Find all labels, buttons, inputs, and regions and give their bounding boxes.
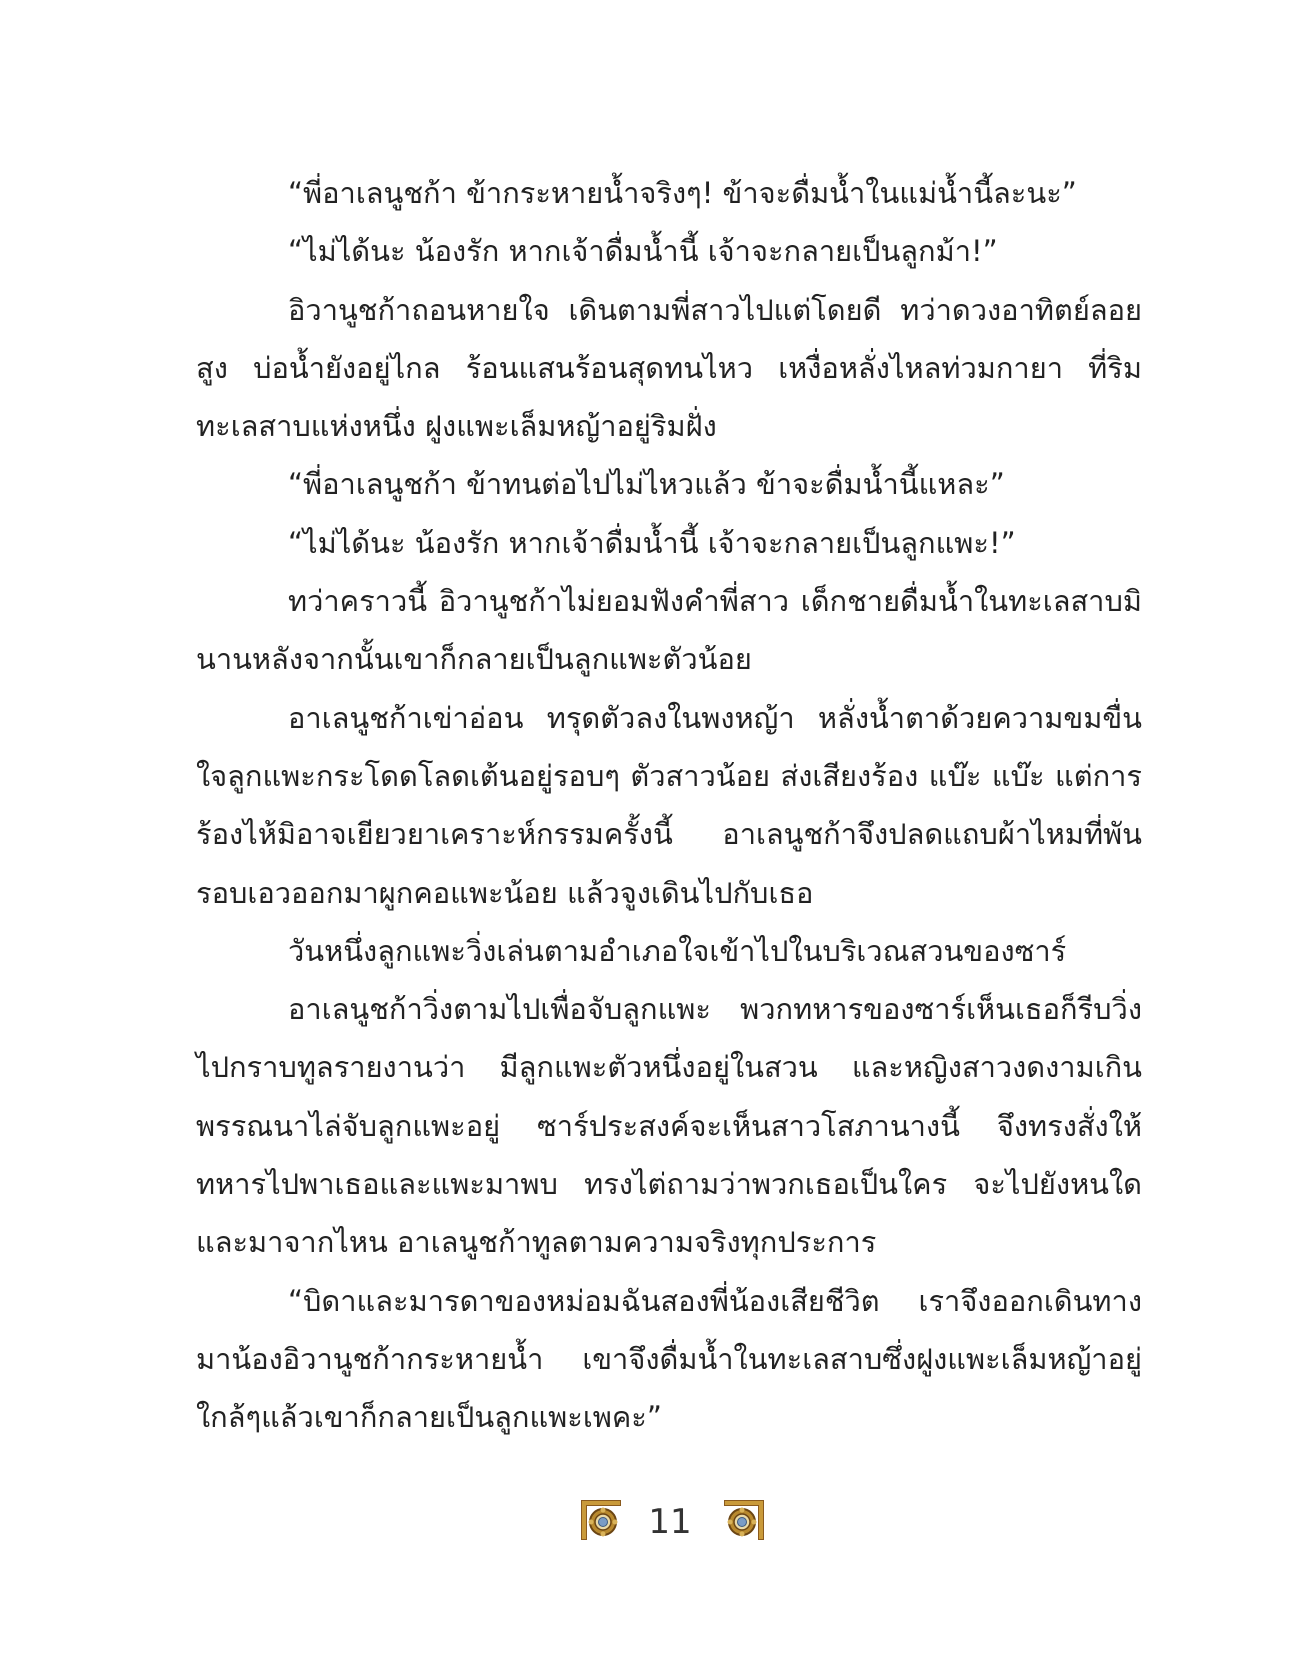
paragraph: อิวานูชก้าถอนหายใจ เดินตามพี่สาวไปแต่โดยดี ทว่าดวงอาทิตย์ลอยสูง บ่อน้ำยังอยู่ไกล ร้อนแสนร้อนสุดทนไหว เหงื่อหลั่งไหลท่วมกายา ที่ริมทะเลสาบแห่งหนึ่ง ฝูงแพะเล็มหญ้าอยู่ริมฝั่ง <box>196 292 1142 444</box>
paragraph: “พี่อาเลนูชก้า ข้ากระหายน้ำจริงๆ! ข้าจะดื่มน้ำในแม่น้ำนี้ละนะ” <box>288 176 1077 210</box>
page-number: 11 <box>648 1502 692 1542</box>
paragraph: “ไม่ได้นะ น้องรัก หากเจ้าดื่มน้ำนี้ เจ้าจะกลายเป็นลูกม้า!” <box>288 234 998 269</box>
paragraph: อาเลนูชก้าเข่าอ่อน ทรุดตัวลงในพงหญ้า หลั่งน้ำตาด้วยความขมขื่นใจลูกแพะกระโดดโลดเต้นอยู่รอบๆ ตัวสาวน้อย ส่งเสียงร้อง แบ๊ะ แบ๊ะ แต่การร้องไห้มิอาจเยียวยาเคราะห์กรรมครั้งนี้ อาเลนูชก้าจึงปลดแถบผ้าไหมที่พันรอบเอวออกมาผูกคอแพะน้อย แล้วจูงเดินไปกับเธอ <box>196 700 1142 910</box>
flower-ornament-icon <box>579 1498 623 1542</box>
page-footer <box>0 1498 1307 1558</box>
story-text <box>196 164 1142 1447</box>
flower-ornament-icon <box>722 1498 766 1542</box>
paragraph: วันหนึ่งลูกแพะวิ่งเล่นตามอำเภอใจเข้าไปในบริเวณสวนของซาร์ <box>288 933 1067 968</box>
paragraph: อาเลนูชก้าวิ่งตามไปเพื่อจับลูกแพะ พวกทหารของซาร์เห็นเธอก็รีบวิ่งไปกราบทูลรายงานว่า มีลูกแพะตัวหนึ่งอยู่ในสวน และหญิงสาวงดงามเกินพรรณนาไล่จับลูกแพะอยู่ ซาร์ประสงค์จะเห็นสาวโสภานางนี้ จึงทรงสั่งให้ทหารไปพาเธอและแพะมาพบ ทรงไต่ถามว่าพวกเธอเป็นใคร จะไปยังหนใดและมาจากไหน อาเลนูชก้าทูลตามความจริงทุกประการ <box>196 992 1142 1260</box>
paragraph: “บิดาและมารดาของหม่อมฉันสองพี่น้องเสียชีวิต เราจึงออกเดินทางมาน้องอิวานูชก้ากระหายน้ำ เขาจึงดื่มน้ำในทะเลสาบซึ่งฝูงแพะเล็มหญ้าอยู่ใกล้ๆแล้วเขาก็กลายเป็นลูกแพะเพคะ” <box>196 1283 1142 1435</box>
paragraph: “พี่อาเลนูชก้า ข้าทนต่อไปไม่ไหวแล้ว ข้าจะดื่มน้ำนี้แหละ” <box>288 467 1005 502</box>
paragraph: “ไม่ได้นะ น้องรัก หากเจ้าดื่มน้ำนี้ เจ้าจะกลายเป็นลูกแพะ!” <box>288 525 1016 560</box>
paragraph: ทว่าคราวนี้ อิวานูชก้าไม่ยอมฟังคำพี่สาว เด็กชายดื่มน้ำในทะเลสาบมินานหลังจากนั้นเขาก็กลายเป็นลูกแพะตัวน้อย <box>196 584 1142 677</box>
